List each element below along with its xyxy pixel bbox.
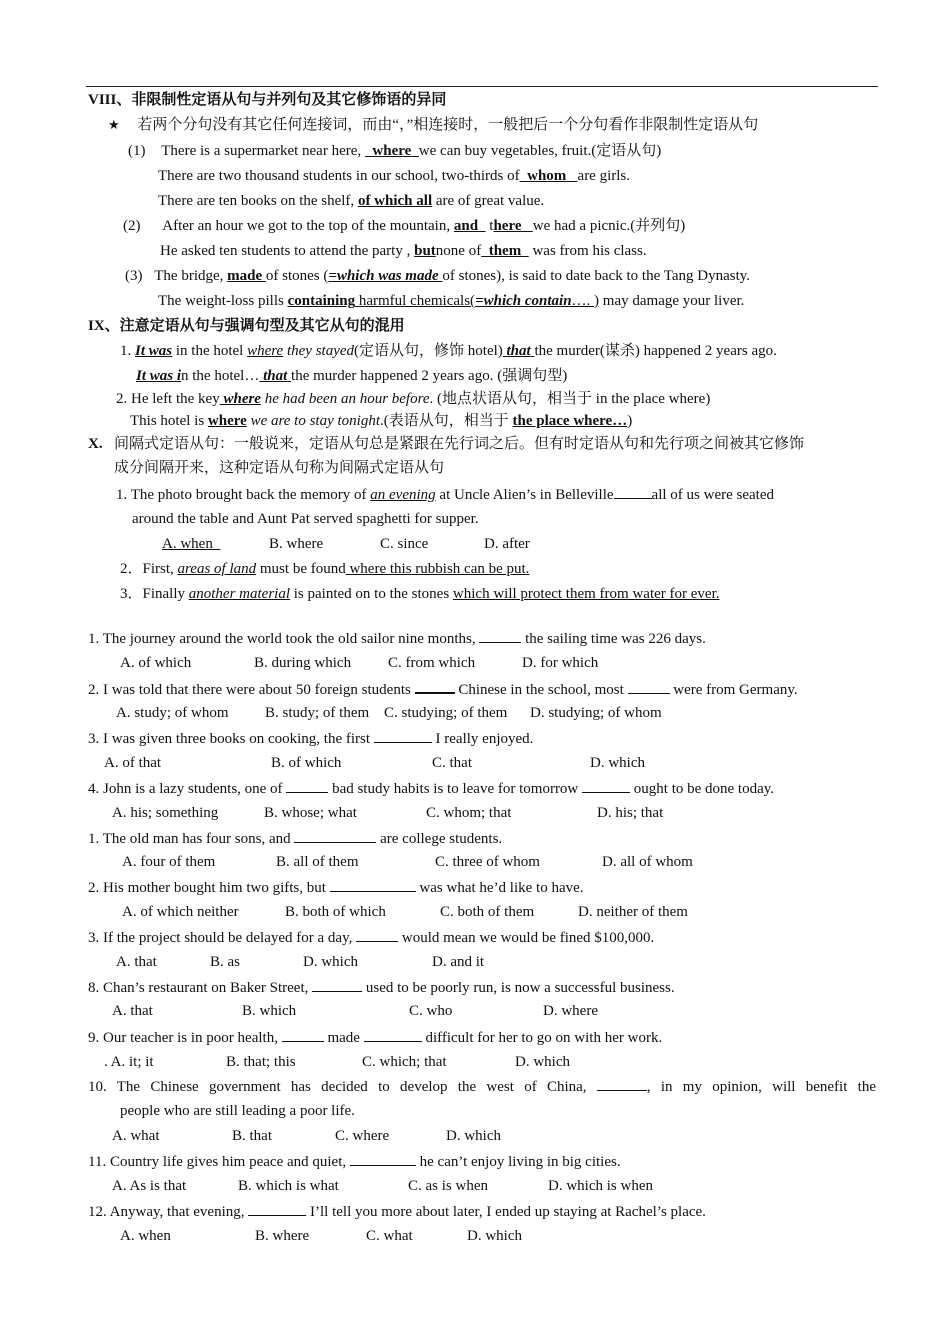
q11-option-c: C. as is when	[408, 1178, 488, 1194]
q2-option-c: C. studying; of them	[384, 705, 508, 721]
q6-option-b: B. both of which	[285, 904, 386, 920]
example-x-1-line2: around the table and Aunt Pat served spaghetti for supper.	[132, 511, 479, 527]
question-10-stem-line2: people who are still leading a poor life.	[120, 1103, 355, 1119]
question-3-stem: 3. I was given three books on cooking, the first I really enjoyed.	[88, 728, 533, 749]
q8-option-b: B. which	[242, 1003, 297, 1019]
q6-option-d: D. neither of them	[578, 904, 688, 920]
q9-option-a: . A. it; it	[104, 1054, 154, 1070]
example-viii-1c: There are ten books on the shelf, of which all are of great value.	[158, 193, 545, 209]
q10-option-b: B. that	[232, 1128, 272, 1144]
option-a-when: A. when	[162, 536, 213, 552]
section-ix-heading: IX、注意定语从句与强调句型及其它从句的混用	[88, 318, 405, 334]
q7-option-d: D. and it	[432, 954, 485, 970]
q5-option-a: A. four of them	[122, 854, 216, 870]
example-x-3: 3．Finally another material is painted on to the stones which will protect them from water for ever.	[120, 586, 720, 602]
option-b-where: B. where	[269, 536, 324, 552]
q6-option-a: A. of which neither	[122, 904, 239, 920]
example-viii-2b: He asked ten students to attend the party , butnone of them was from his class.	[160, 243, 647, 259]
q8-option-c: C. who	[409, 1003, 453, 1019]
q3-option-a: A. of that	[104, 755, 162, 771]
question-10-stem: 10. The Chinese government has decided to develop the west of China, , in my opinion, will benefit the	[88, 1076, 876, 1097]
q1-option-a: A. of which	[120, 655, 192, 671]
example-x-2: 2．First, areas of land must be found where this rubbish can be put.	[120, 561, 530, 577]
section-x-heading-line1: 间隔式定语从句：一般说来，定语从句总是紧跟在先行词之后。但有时定语从句和先行项之间被其它修饰	[114, 436, 805, 452]
q10-option-a: A. what	[112, 1128, 160, 1144]
example-ix-1a: 1. It was in the hotel where they stayed(定语从句，修饰 hotel) that the murder(谋杀) happened 2 years ago.	[120, 343, 777, 359]
q9-option-d: D. which	[515, 1054, 570, 1070]
section-viii-heading: VIII、非限制性定语从句与并列句及其它修饰语的异同	[88, 92, 447, 108]
example-viii-3a: (3) The bridge, made of stones (=which was made of stones), is said to date back to the Tang Dynasty.	[125, 268, 751, 284]
question-5-stem: 1. The old man has four sons, and are college students.	[88, 828, 502, 849]
section-x-number: X.	[88, 436, 103, 452]
q12-option-c: C. what	[366, 1228, 413, 1244]
q4-option-b: B. whose; what	[264, 805, 357, 821]
q9-option-b: B. that; this	[226, 1054, 296, 1070]
q4-option-d: D. his; that	[597, 805, 664, 821]
q11-option-d: D. which is when	[548, 1178, 653, 1194]
q4-option-a: A. his; something	[112, 805, 219, 821]
example-viii-3b: The weight-loss pills containing harmful chemicals(=which contain…. ) may damage your liver.	[158, 293, 745, 309]
q3-option-b: B. of which	[271, 755, 342, 771]
q4-option-c: C. whom; that	[426, 805, 512, 821]
q7-option-a: A. that	[116, 954, 157, 970]
question-4-stem: 4. John is a lazy students, one of bad study habits is to leave for tomorrow ought to be done today.	[88, 778, 774, 799]
question-11-stem: 11. Country life gives him peace and quiet, he can’t enjoy living in big cities.	[88, 1151, 621, 1172]
q1-option-b: B. during which	[254, 655, 352, 671]
question-2-stem: 2. I was told that there were about 50 foreign students Chinese in the school, most were from Germany.	[88, 678, 798, 700]
star-icon: ★	[108, 118, 120, 133]
example-viii-1b: There are two thousand students in our school, two-thirds of whom are girls.	[158, 168, 631, 184]
q10-option-c: C. where	[335, 1128, 390, 1144]
q12-option-b: B. where	[255, 1228, 310, 1244]
q12-option-d: D. which	[467, 1228, 522, 1244]
question-12-stem: 12. Anyway, that evening, I’ll tell you more about later, I ended up staying at Rachel’s place.	[88, 1201, 706, 1222]
q7-option-b: B. as	[210, 954, 240, 970]
q3-option-d: D. which	[590, 755, 645, 771]
q7-option-c: D. which	[303, 954, 358, 970]
section-viii-rule: ★ 若两个分句没有其它任何连接词，而由“，”相连接时，一般把后一个分句看作非限制性定语从句	[108, 117, 759, 133]
option-c-since: C. since	[380, 536, 429, 552]
example-ix-1b: It was in the hotel… that the murder happened 2 years ago. (强调句型)	[136, 368, 568, 384]
q12-option-a: A. when	[120, 1228, 171, 1244]
question-6-stem: 2. His mother bought him two gifts, but was what he’d like to have.	[88, 877, 584, 898]
example-viii-2a: (2) After an hour we got to the top of the mountain, and there we had a picnic.(并列句)	[123, 218, 686, 234]
q10-option-d: D. which	[446, 1128, 501, 1144]
section-x-heading-line2: 成分间隔开来，这种定语从句称为间隔式定语从句	[114, 460, 445, 476]
q6-option-c: C. both of them	[440, 904, 535, 920]
q8-option-a: A. that	[112, 1003, 153, 1019]
q2-option-d: D. studying; of whom	[530, 705, 662, 721]
question-8-stem: 8. Chan’s restaurant on Baker Street, used to be poorly run, is now a successful business.	[88, 977, 675, 998]
example-ix-2a: 2. He left the key where he had been an hour before. (地点状语从句，相当于 in the place where)	[116, 391, 711, 407]
q5-option-d: D. all of whom	[602, 854, 693, 870]
q1-option-d: D. for which	[522, 655, 599, 671]
q1-option-c: C. from which	[388, 655, 476, 671]
q5-option-b: B. all of them	[276, 854, 359, 870]
q3-option-c: C. that	[432, 755, 472, 771]
q9-option-c: C. which; that	[362, 1054, 447, 1070]
example-x-1-line1: 1. The photo brought back the memory of an evening at Uncle Alien’s in Belleville all of us were seated	[116, 484, 774, 505]
q5-option-c: C. three of whom	[435, 854, 540, 870]
q11-option-a: A. As is that	[112, 1178, 187, 1194]
q11-option-b: B. which is what	[238, 1178, 339, 1194]
option-d-after: D. after	[484, 536, 530, 552]
question-9-stem: 9. Our teacher is in poor health, made difficult for her to go on with her work.	[88, 1027, 662, 1048]
example-ix-2b: This hotel is where we are to stay tonight.(表语从句，相当于 the place where…)	[130, 413, 633, 429]
q8-option-d: D. where	[543, 1003, 598, 1019]
q2-option-b: B. study; of them	[265, 705, 370, 721]
q2-option-a: A. study; of whom	[116, 705, 229, 721]
question-7-stem: 3. If the project should be delayed for a day, would mean we would be fined $100,000.	[88, 927, 654, 948]
question-1-stem: 1. The journey around the world took the old sailor nine months, the sailing time was 226 days.	[88, 628, 706, 649]
example-viii-1a: (1) There is a supermarket near here, where we can buy vegetables, fruit.(定语从句)	[128, 143, 662, 159]
